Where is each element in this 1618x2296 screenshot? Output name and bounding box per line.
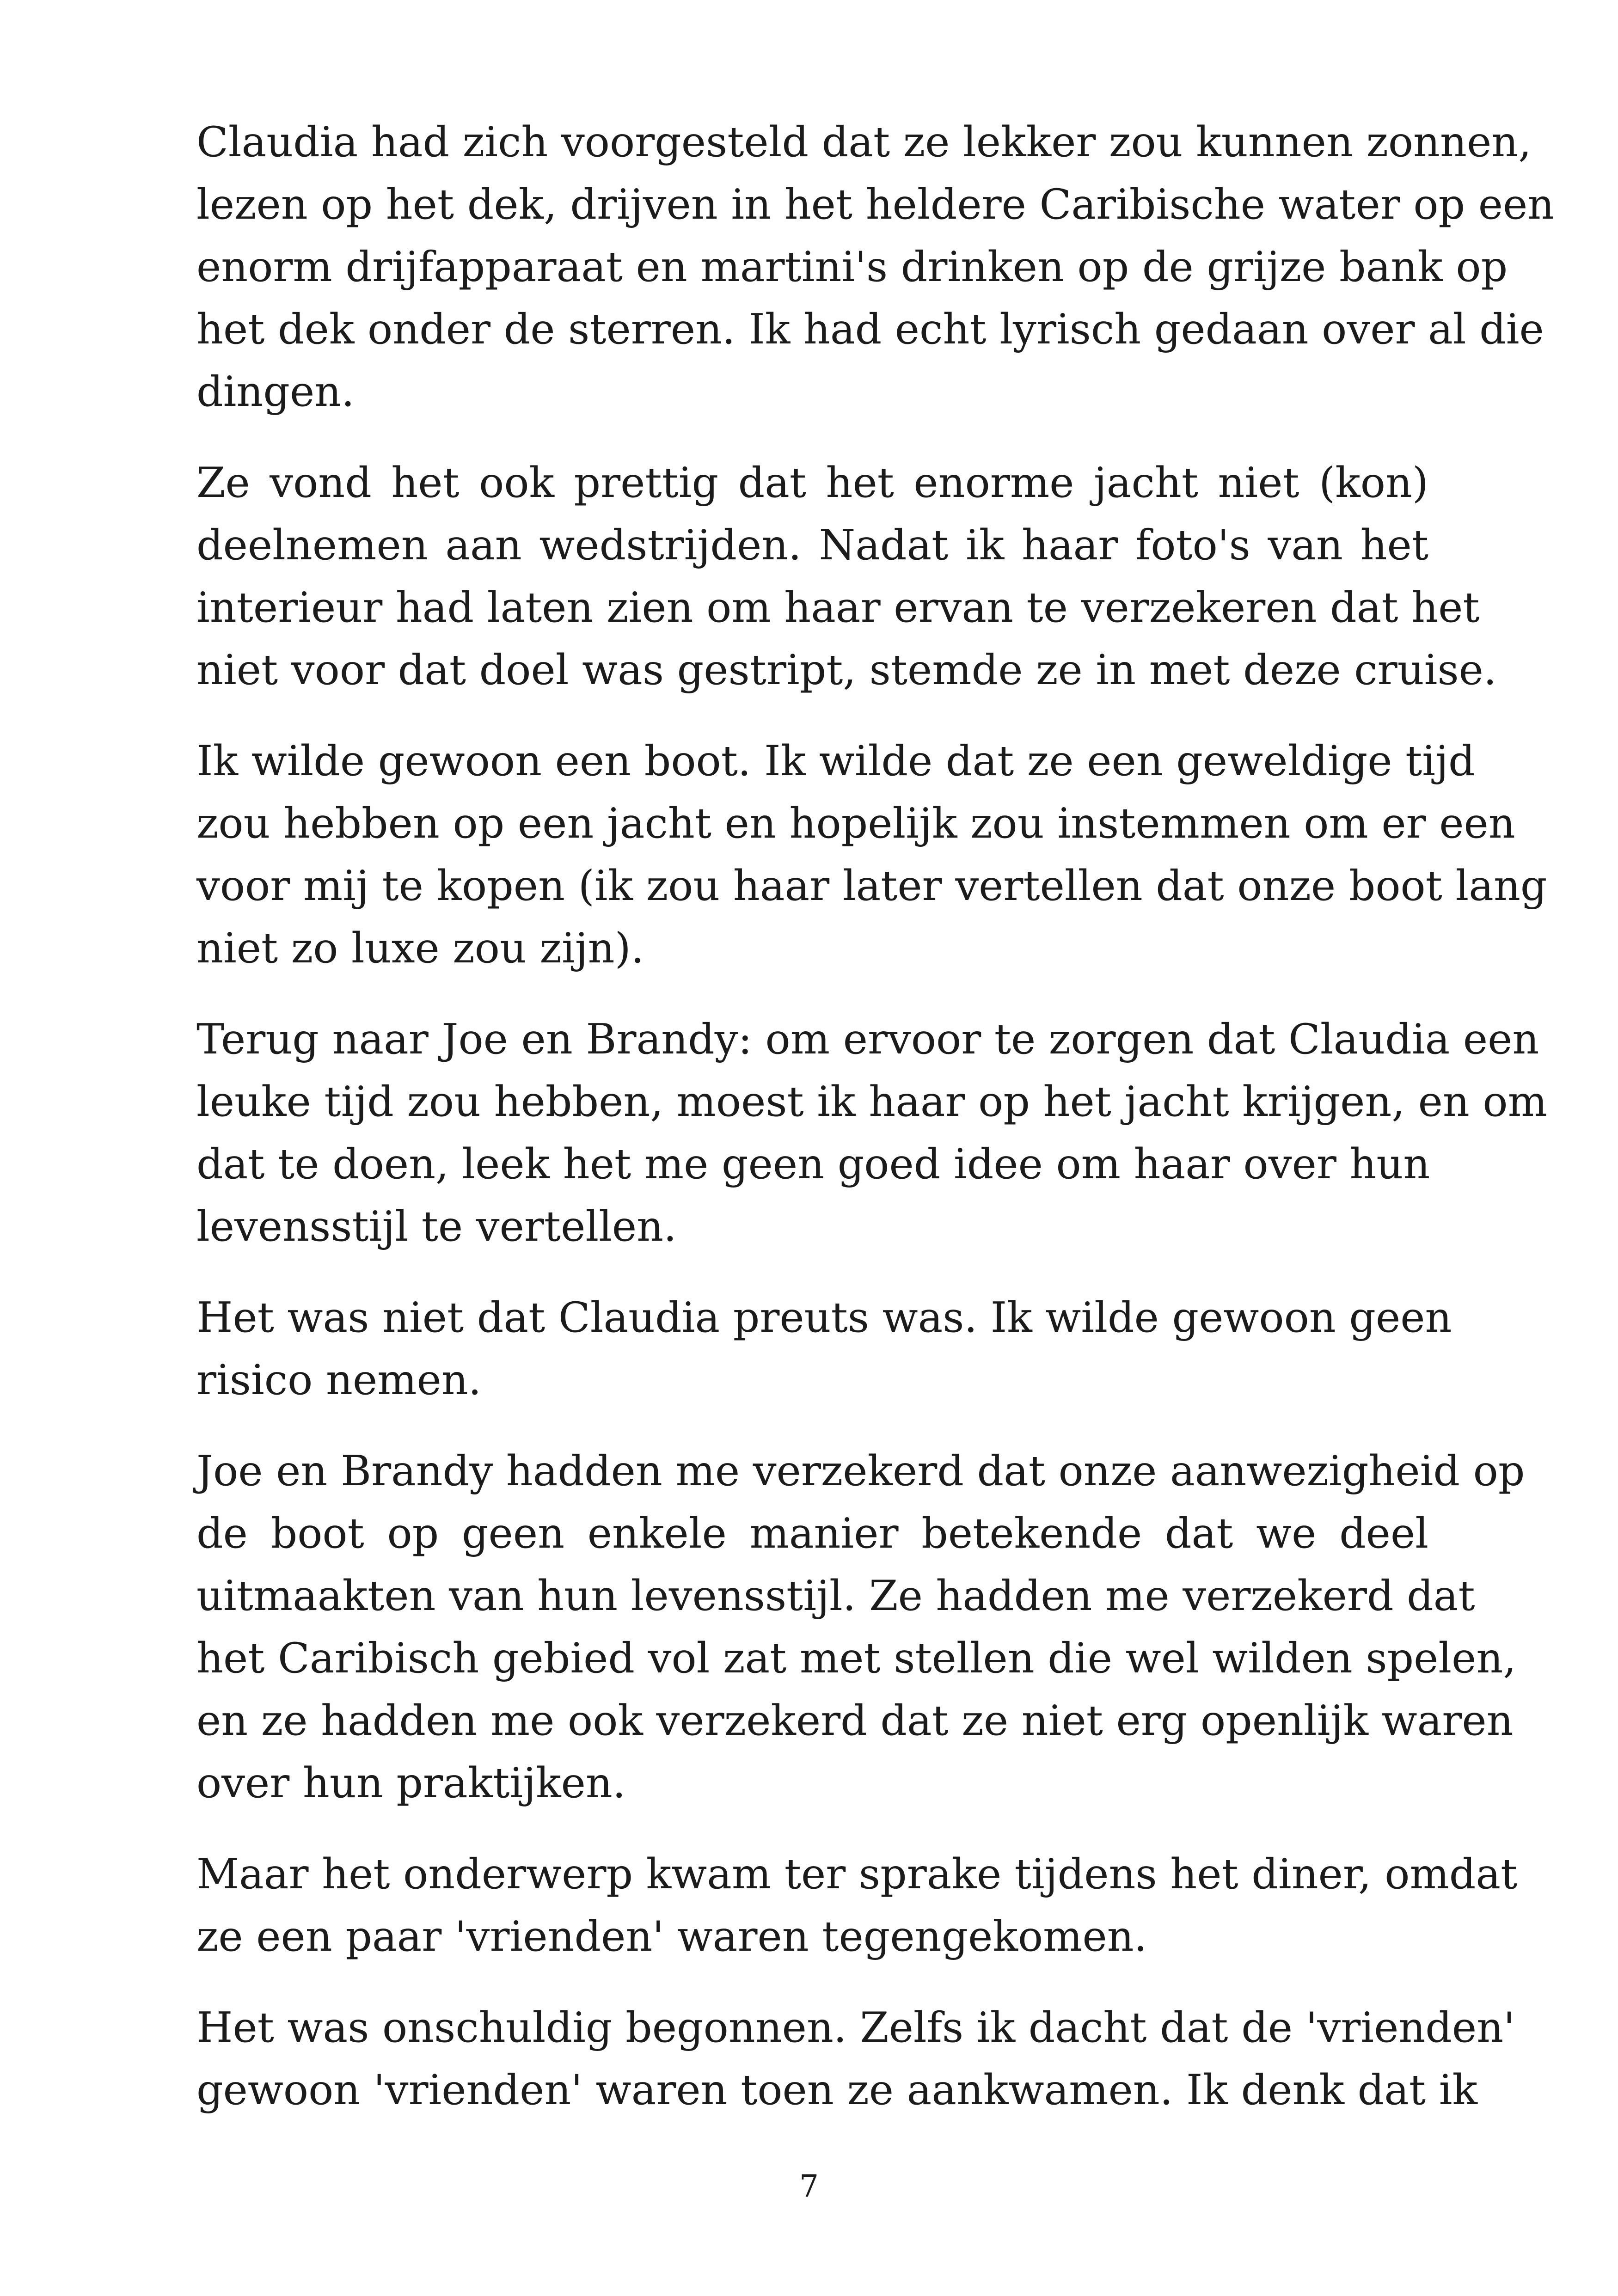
text-line: Terug naar Joe en Brandy: om ervoor te zorgen dat Claudia een (196, 1015, 1539, 1064)
text-line: het dek onder de sterren. Ik had echt lyrisch gedaan over al die (196, 305, 1544, 354)
body-text (196, 111, 1555, 2121)
paragraph (196, 1843, 1518, 1968)
paragraph (196, 1286, 1452, 1411)
text-line: Het was niet dat Claudia preuts was. Ik wilde gewoon geen (196, 1293, 1452, 1342)
text-line: en ze hadden me ook verzekerd dat ze niet erg openlijk waren (196, 1696, 1514, 1745)
text-line: interieur had laten zien om haar ervan te verzekeren dat het (196, 583, 1480, 632)
text-line: Claudia had zich voorgesteld dat ze lekker zou kunnen zonnen, (196, 118, 1532, 166)
paragraph (196, 730, 1547, 980)
text-line: over hun praktijken. (196, 1759, 626, 1807)
paragraph (196, 1996, 1515, 2121)
text-line: Maar het onderwerp kwam ter sprake tijdens het diner, omdat (196, 1850, 1518, 1898)
text-line: lezen op het dek, drijven in het heldere Caribische water op een (196, 180, 1555, 229)
text-line: voor mij te kopen (ik zou haar later vertellen dat onze boot lang (196, 862, 1547, 910)
text-line: niet zo luxe zou zijn). (196, 924, 644, 973)
text-line: gewoon 'vrienden' waren toen ze aankwamen. Ik denk dat ik (196, 2066, 1478, 2114)
text-line: de boot op geen enkele manier betekende dat we deel (196, 1509, 1428, 1558)
text-line: Ik wilde gewoon een boot. Ik wilde dat ze een geweldige tijd (196, 737, 1475, 785)
text-line: enorm drijfapparaat en martini's drinken op de grijze bank op (196, 243, 1508, 291)
text-line: Joe en Brandy hadden me verzekerd dat onze aanwezigheid op (196, 1447, 1525, 1495)
text-line: levensstijl te vertellen. (196, 1202, 677, 1251)
text-line: dat te doen, leek het me geen goed idee om haar over hun (196, 1140, 1430, 1188)
text-line: deelnemen aan wedstrijden. Nadat ik haar foto's van het (196, 521, 1428, 569)
paragraph (196, 1440, 1525, 1814)
text-line: Het was onschuldig begonnen. Zelfs ik dacht dat de 'vrienden' (196, 2003, 1515, 2052)
paragraph (196, 111, 1555, 423)
text-line: Ze vond het ook prettig dat het enorme jacht niet (kon) (196, 459, 1428, 507)
text-line: leuke tijd zou hebben, moest ik haar op het jacht krijgen, en om (196, 1078, 1547, 1126)
text-line: zou hebben op een jacht en hopelijk zou instemmen om er een (196, 799, 1515, 848)
paragraph (196, 452, 1497, 701)
text-line: dingen. (196, 367, 355, 416)
text-line: risico nemen. (196, 1356, 482, 1404)
text-line: het Caribisch gebied vol zat met stellen die wel wilden spelen, (196, 1634, 1516, 1683)
paragraph (196, 1008, 1547, 1258)
text-line: uitmaakten van hun levensstijl. Ze hadden me verzekerd dat (196, 1572, 1475, 1620)
page-number: 7 (799, 2168, 819, 2204)
text-line: ze een paar 'vrienden' waren tegengekomen. (196, 1912, 1147, 1961)
text-line: niet voor dat doel was gestript, stemde ze in met deze cruise. (196, 646, 1497, 694)
